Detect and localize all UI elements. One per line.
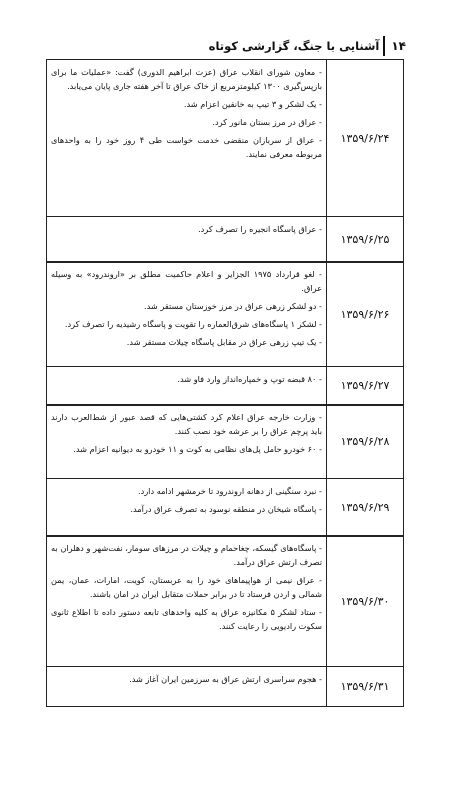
- event-item: - هجوم سراسری ارتش عراق به سرزمین ایران آغاز شد.: [129, 673, 322, 684]
- event-item: - وزارت خارجه عراق اعلام کرد کشتی‌هایی که قصد عبور از شط‌العرب دارند باید پرچم عراق را بر عرشه خود نصب کنند.: [51, 412, 322, 436]
- row-events: [47, 479, 326, 536]
- row-date: ۱۳۵۹/۶/۲۶: [326, 262, 403, 366]
- event-item: - لشکر ۱ پاسگاه‌های شرق‌العماره را تقویت و پاسگاه رشیدیه را تصرف کرد.: [64, 319, 322, 329]
- event-item: - ستاد لشکر ۵ مکانیزه عراق به کلیه واحدهای تابعه دستور داده تا اطلاع ثانوی سکوت رادیویی را رعایت کنند.: [51, 607, 323, 631]
- event-item: - ۶۰ خودرو حامل پل‌های نظامی به کوت و ۱۱ خودرو به دیوانیه اعزام شد.: [73, 444, 322, 454]
- chronology-table: [46, 59, 404, 707]
- row-events: [47, 367, 326, 405]
- table-row: [46, 478, 404, 537]
- table-row: [46, 666, 404, 707]
- event-item: - عراق نیمی از هواپیماهای خود را به عربستان، کویت، امارات، عمان، یمن شمالی و اردن فرستاد تا در برابر حملات متقابل ایران در امان باشند.: [51, 575, 322, 599]
- event-item: - پاسگاه شیخان در منطقه نوسود به تصرف عراق درآمد.: [130, 503, 322, 514]
- row-date: ۱۳۵۹/۶/۲۸: [326, 405, 403, 478]
- table-row: [46, 261, 404, 367]
- row-date: ۱۳۵۹/۶/۲۴: [326, 60, 403, 216]
- table-row: [46, 366, 404, 406]
- event-item: - دو لشکر زرهی عراق در مرز خوزستان مستقر شد.: [143, 301, 322, 311]
- row-date: ۱۳۵۹/۶/۲۹: [326, 479, 403, 536]
- header-divider: [383, 36, 385, 56]
- row-events: [47, 536, 326, 666]
- event-item: - عراق پاسگاه انجیره را تصرف کرد.: [198, 223, 322, 234]
- event-item: - ۸۰ قبضه توپ و خمپاره‌انداز وارد فاو شد.: [177, 373, 322, 384]
- event-item: - یک لشکر و ۳ تیپ به خانقین اعزام شد.: [183, 99, 322, 109]
- row-date: ۱۳۵۹/۶/۲۷: [326, 367, 403, 405]
- table-row: [46, 59, 404, 217]
- event-item: - معاون شورای انقلاب عراق (عزت ابراهیم الدوری) گفت: «عملیات ما برای بازپس‌گیری ۱۳۰۰ کیلومترمربع از خاک عراق تا آخر هفته جاری پایان می‌یابد.: [51, 67, 322, 91]
- event-item: - پاسگاه‌های گیسکه، چغاحمام و چیلات در مرزهای سومار، نفت‌شهر و دهلران به تصرف ارتش عراق درآمد.: [51, 543, 322, 567]
- row-date: ۱۳۵۹/۶/۲۵: [326, 217, 403, 262]
- event-item: - عراق از سربازان منقضی خدمت خواست طی ۴ روز خود را به واحدهای مربوطه معرفی نمایند.: [51, 135, 322, 159]
- event-item: - عراق در مرز بستان مانور کرد.: [212, 117, 322, 127]
- row-date: ۱۳۵۹/۶/۳۱: [326, 667, 403, 706]
- row-date: ۱۳۵۹/۶/۳۰: [326, 536, 403, 666]
- row-events: [47, 60, 326, 216]
- row-events: [47, 262, 326, 366]
- row-events: [47, 667, 326, 706]
- event-item: - یک تیپ زرهی عراق در مقابل پاسگاه چیلات مستقر شد.: [126, 337, 322, 347]
- book-title: آشنایی با جنگ، گزارشی کوتاه: [208, 39, 380, 53]
- page-number: ۱۴: [391, 39, 406, 53]
- event-item: - لغو قرارداد ۱۹۷۵ الجزایر و اعلام حاکمیت مطلق بر «اروندرود» به وسیله عراق.: [51, 269, 322, 293]
- page-header: [46, 36, 406, 56]
- event-item: - نبرد سنگینی از دهانه اروندرود تا خرمشهر ادامه دارد.: [137, 485, 322, 496]
- row-events: [47, 405, 326, 478]
- row-events: [47, 217, 326, 262]
- table-row: [46, 535, 404, 667]
- table-row: [46, 216, 404, 263]
- table-row: [46, 404, 404, 479]
